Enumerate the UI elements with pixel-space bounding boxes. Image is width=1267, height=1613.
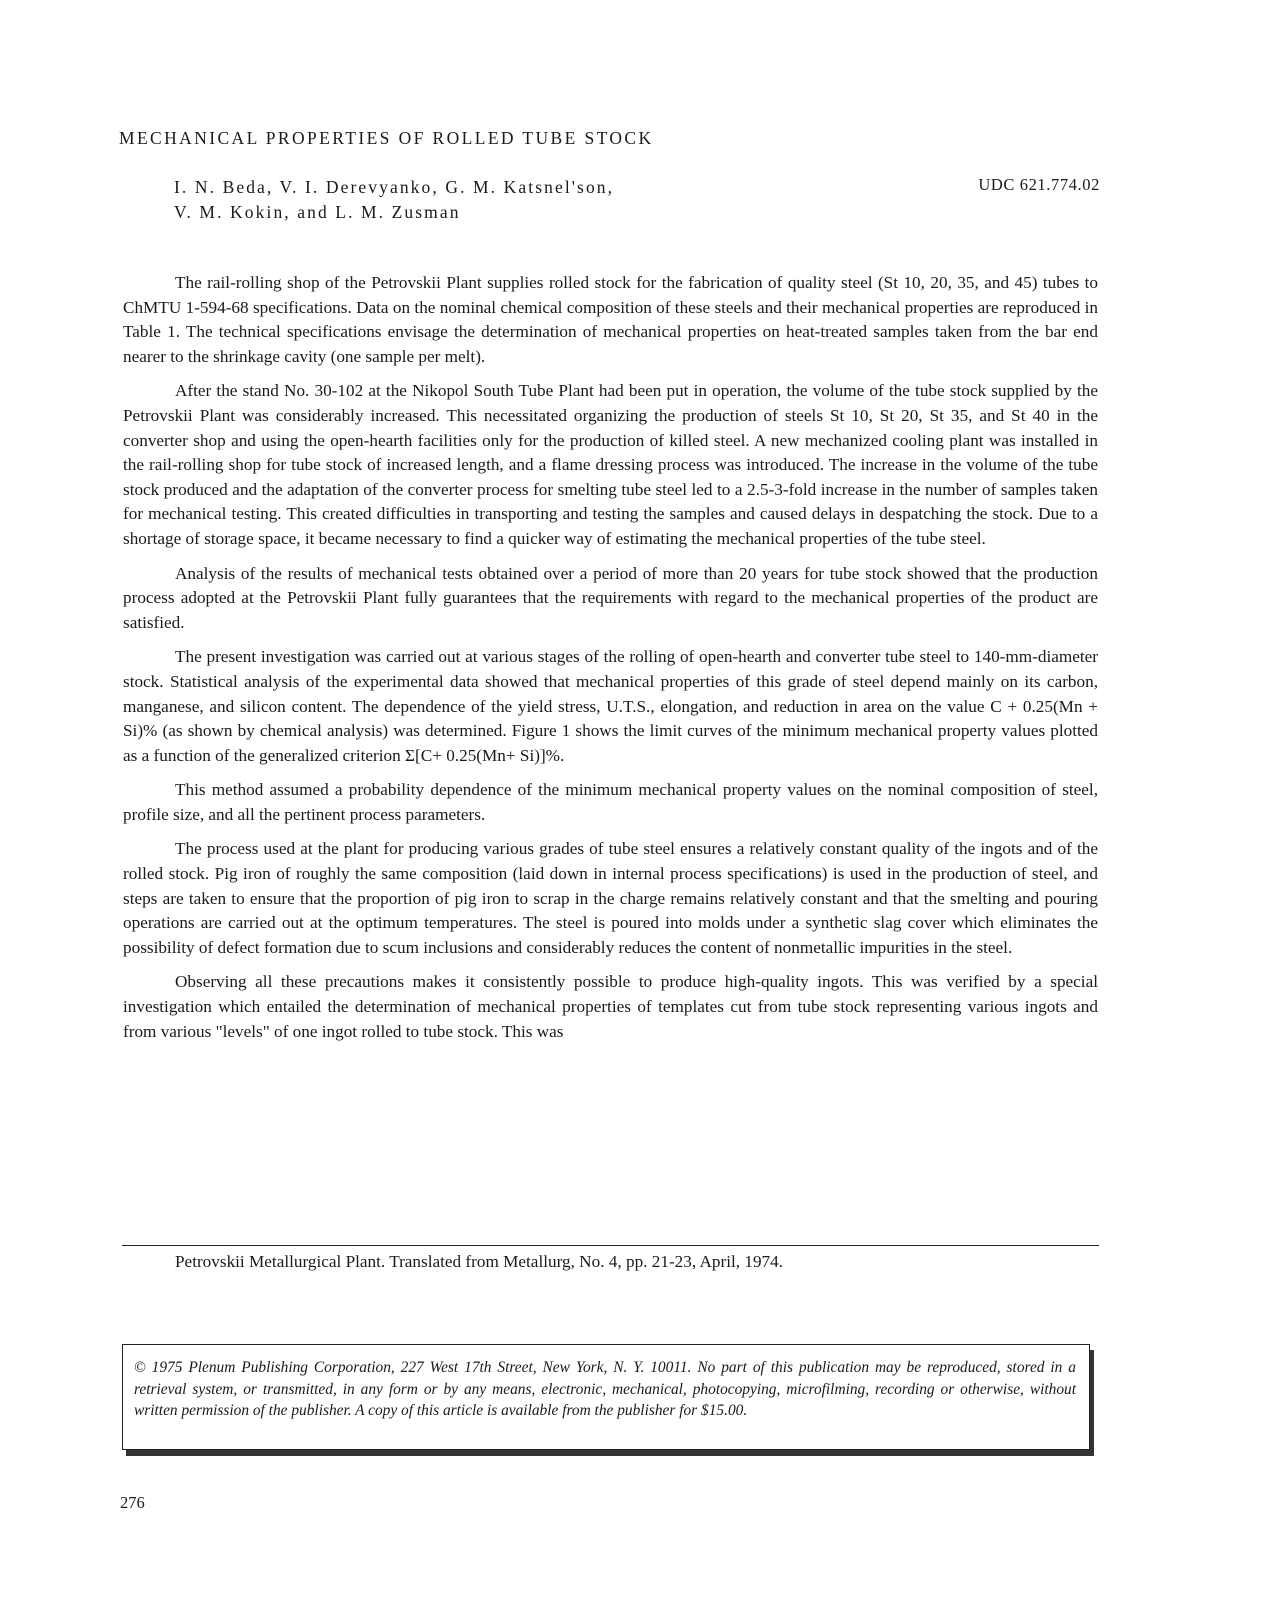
paragraph: Analysis of the results of mechanical tests obtained over a period of more than 20 years for tube stock showed that the production process adopted at the Petrovskii Plant fully guarantees that the requirements with regard to the mechanical properties of the product are satisfied. (123, 563, 1098, 632)
paragraph: The present investigation was carried out at various stages of the rolling of open-hearth and converter tube steel to 140-mm-diameter stock. Statistical analysis of the experimental data showed that mechanical properties of this grade of steel depend mainly on its carbon, manganese, and silicon content. The dependence of the yield stress, U.T.S., elongation, and reduction in area on the value C + 0.25(Mn + Si)% (as shown by chemical analysis) was determined. Figure 1 shows the limit curves of the minimum mechanical property values plotted as a function of the generalized criterion Σ[C+ 0.25(Mn+ Si)]%. (123, 647, 1098, 765)
article-title: MECHANICAL PROPERTIES OF ROLLED TUBE STOCK (119, 128, 654, 148)
authors-line-1: I. N. Beda, V. I. Derevyanko, G. M. Katsnel'son, (174, 177, 615, 197)
authors-line-2: V. M. Kokin, and L. M. Zusman (174, 202, 461, 222)
copyright-notice: © 1975 Plenum Publishing Corporation, 227 West 17th Street, New York, N. Y. 10011. No part of this publication may be reproduced, stored in a retrieval system, or transmitted, in any form or by any means, electronic, mechanical, photocopying, microfilming, recording or otherwise, without written permission of the publisher. A copy of this article is available from the publisher for $15.00. (134, 1359, 1076, 1419)
copyright-notice-box (122, 1344, 1090, 1450)
article-body (123, 271, 1098, 1054)
paragraph: The rail-rolling shop of the Petrovskii Plant supplies rolled stock for the fabrication of quality steel (St 10, 20, 35, and 45) tubes to ChMTU 1-594-68 specifications. Data on the nominal chemical composition of these steels and their mechanical properties are reproduced in Table 1. The technical specifications envisage the determination of mechanical properties on heat-treated samples taken from the bar end nearer to the shrinkage cavity (one sample per melt). (123, 273, 1098, 366)
paragraph: This method assumed a probability dependence of the minimum mechanical property values on the nominal composition of steel, profile size, and all the pertinent process parameters. (123, 780, 1098, 824)
paragraph: After the stand No. 30-102 at the Nikopol South Tube Plant had been put in operation, the volume of the tube stock supplied by the Petrovskii Plant was considerably increased. This necessitated organizing the production of steels St 10, St 20, St 35, and St 40 in the converter shop and using the open-hearth facilities only for the production of killed steel. A new mechanized cooling plant was installed in the rail-rolling shop for tube stock of increased length, and a flame dressing process was introduced. The increase in the volume of the tube stock produced and the adaptation of the converter process for smelting tube steel led to a 2.5-3-fold increase in the number of samples taken for mechanical testing. This created difficulties in transporting and testing the samples and caused delays in despatching the stock. Due to a shortage of storage space, it became necessary to find a quicker way of estimating the mechanical properties of the tube steel. (123, 381, 1098, 548)
page-number: 276 (120, 1493, 145, 1512)
paragraph: Observing all these precautions makes it consistently possible to produce high-quality ingots. This was verified by a special investigation which entailed the determination of mechanical properties of templates cut from tube stock representing various ingots and from various "levels" of one ingot rolled to tube stock. This was (123, 972, 1098, 1041)
author-list (174, 175, 614, 225)
footnote-divider (122, 1245, 1099, 1246)
udc-code: UDC 621.774.02 (978, 175, 1100, 194)
footnote: Petrovskii Metallurgical Plant. Translated from Metallurg, No. 4, pp. 21-23, April, 1974. (175, 1252, 784, 1271)
paragraph: The process used at the plant for producing various grades of tube steel ensures a relatively constant quality of the ingots and of the rolled stock. Pig iron of roughly the same composition (laid down in internal process specifications) is used in the production of steel, and steps are taken to ensure that the proportion of pig iron to scrap in the charge remains relatively constant and that the smelting and pouring operations are carried out at the optimum temperatures. The steel is poured into molds under a synthetic slag cover which eliminates the possibility of defect formation due to scum inclusions and considerably reduces the content of nonmetallic impurities in the steel. (123, 839, 1098, 957)
